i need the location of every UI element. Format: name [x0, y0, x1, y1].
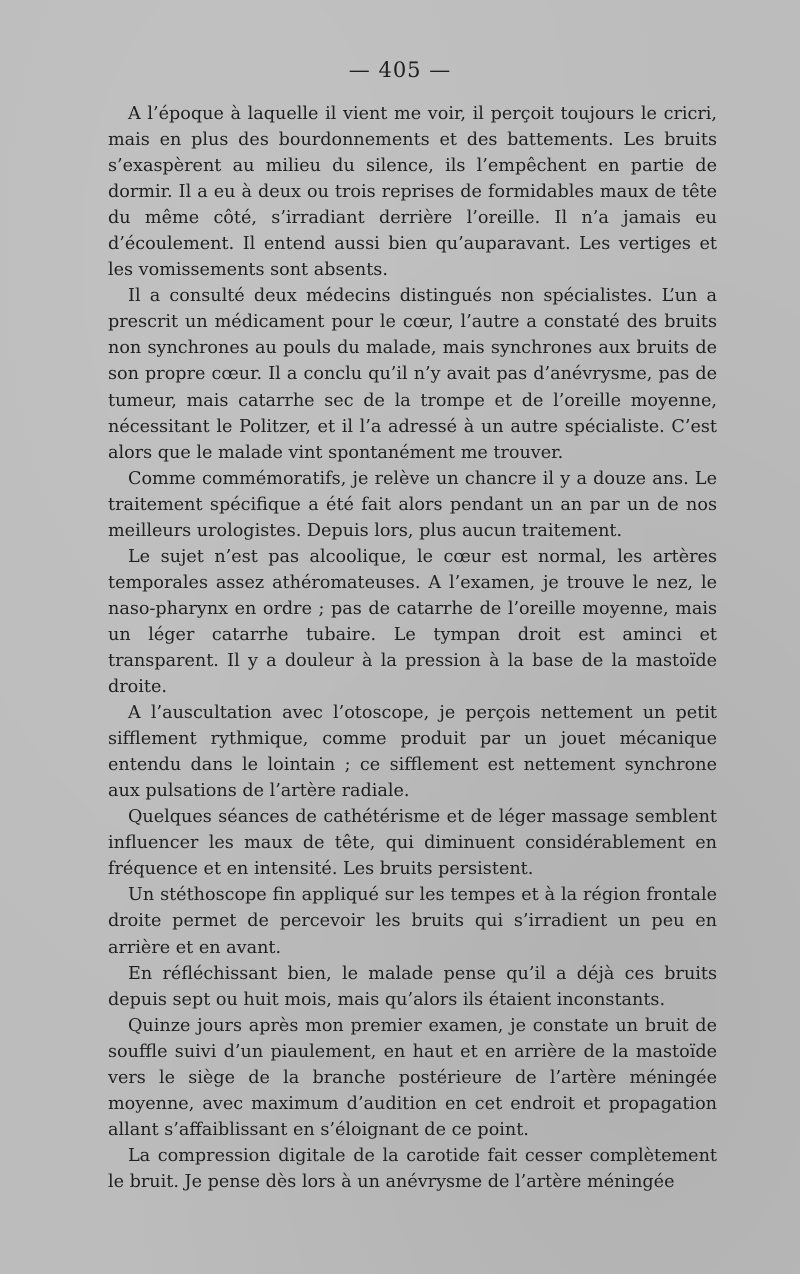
- page-number: — 405 —: [348, 58, 452, 82]
- paragraph-4: Le sujet n’est pas alcoolique, le cœur est normal, les artères temporales assez athéromateuses. A l’examen, je trouve le nez, le naso-pharynx en ordre ; pas de catarrhe de l’oreille moyenne, mais un léger catarrhe tubaire. Le tympan droit est aminci et transparent. Il y a douleur à la pression à la base de la mastoïde droite.: [108, 546, 717, 698]
- paragraph-7: Un stéthoscope fin appliqué sur les tempes et à la région frontale droite permet de percevoir les bruits qui s’irradient un peu en arrière et en avant.: [108, 885, 717, 958]
- paragraph-8: En réfléchissant bien, le malade pense qu’il a déjà ces bruits depuis sept ou huit mois, mais qu’alors ils étaient inconstants.: [108, 963, 717, 1010]
- paragraph-9: Quinze jours après mon premier examen, je constate un bruit de souffle suivi d’un piaulement, en haut et en arrière de la mastoïde vers le siège de la branche postérieure de l’artère méningée moyenne, avec maximum d’audition en cet endroit et propagation allant s’affaiblissant en s’éloignant de ce point.: [108, 1015, 717, 1140]
- body-text: [108, 101, 717, 1195]
- paragraph-6: Quelques séances de cathétérisme et de léger massage semblent influencer les maux de tête, qui diminuent considérablement en fréquence et en intensité. Les bruits persistent.: [108, 807, 717, 880]
- paragraph-2: Il a consulté deux médecins distingués non spécialistes. L’un a prescrit un médicament pour le cœur, l’autre a constaté des bruits non synchrones au pouls du malade, mais synchrones aux bruits de son propre cœur. Il a conclu qu’il n’y avait pas d’anévrysme, pas de tumeur, mais catarrhe sec de la trompe et de l’oreille moyenne, nécessitant le Politzer, et il l’a adressé à un autre spécialiste. C’est alors que le malade vint spontanément me trouver.: [108, 286, 717, 463]
- paragraph-3: Comme commémoratifs, je relève un chancre il y a douze ans. Le traitement spécifique a été fait alors pendant un an par un de nos meilleurs urologistes. Depuis lors, plus aucun traitement.: [108, 468, 717, 541]
- paragraph-10: La compression digitale de la carotide fait cesser complètement le bruit. Je pense dès lors à un anévrysme de l’artère méningée: [108, 1145, 717, 1192]
- paragraph-1: A l’époque à laquelle il vient me voir, il perçoit toujours le cricri, mais en plus des bourdonnements et des battements. Les bruits s’exaspèrent au milieu du silence, ils l’empêchent en partie de dormir. Il a eu à deux ou trois reprises de formidables maux de tête du même côté, s’irradiant derrière l’oreille. Il n’a jamais eu d’écoulement. Il entend aussi bien qu’auparavant. Les vertiges et les vomissements sont absents.: [108, 104, 717, 281]
- paragraph-5: A l’auscultation avec l’otoscope, je perçois nettement un petit sifflement rythmique, comme produit par un jouet mécanique entendu dans le lointain ; ce sifflement est nettement synchrone aux pulsations de l’artère radiale.: [108, 703, 717, 802]
